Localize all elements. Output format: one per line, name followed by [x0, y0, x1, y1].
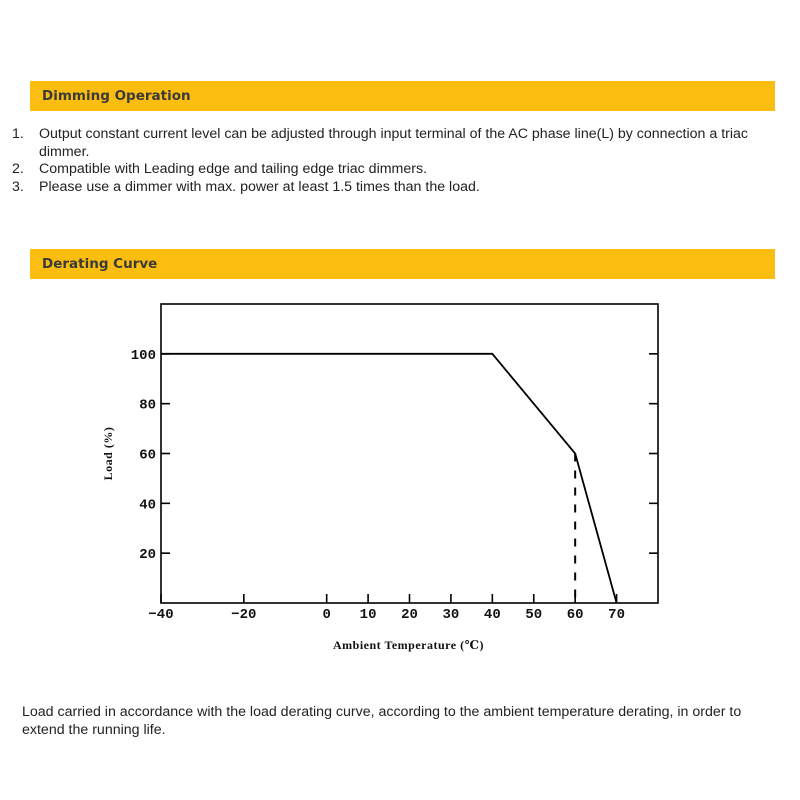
x-tick-label: −20: [231, 607, 257, 623]
dimming-operation-heading: [30, 81, 775, 111]
list-item-number: 2.: [12, 161, 24, 177]
x-tick-label: 10: [359, 607, 377, 623]
list-item: [12, 179, 787, 197]
x-tick-label: 40: [483, 607, 501, 623]
x-axis-label: Ambient Temperature (℃): [333, 638, 484, 652]
x-tick-label: 30: [442, 607, 460, 623]
dimming-list: [12, 126, 787, 196]
list-item-text: Compatible with Leading edge and tailing edge triac dimmers.: [39, 161, 428, 177]
x-tick-label: 0: [322, 607, 331, 623]
list-item-number: 3.: [12, 178, 24, 195]
list-item-text: Please use a dimmer with max. power at least 1.5 times than the load.: [39, 178, 480, 195]
x-tick-label: −40: [148, 607, 174, 623]
list-item-text: Output constant current level can be adjusted through input terminal of the AC phase line(L) by connection a triac dimmer.: [39, 126, 749, 160]
y-tick-label: 100: [130, 347, 156, 364]
dimming-heading-text: Dimming Operation: [42, 88, 191, 104]
derating-chart: [0, 290, 800, 680]
derating-curve-heading: [30, 249, 775, 279]
y-axis-label: Load (%): [101, 426, 115, 481]
list-item-number: 1.: [12, 126, 24, 142]
list-item: [12, 126, 787, 161]
x-tick-label: 20: [401, 607, 418, 623]
y-tick-label: 40: [139, 497, 156, 514]
derating-heading-text: Derating Curve: [42, 256, 158, 272]
list-item: [12, 161, 787, 179]
x-tick-label: 50: [525, 607, 543, 623]
derating-curve-line: [161, 354, 617, 603]
x-tick-label: 70: [608, 607, 625, 623]
x-tick-label: 60: [566, 607, 584, 623]
derating-note: Load carried in accordance with the load derating curve, according to the ambient temperature derating, in order to extend the running life.: [22, 704, 742, 738]
y-tick-label: 60: [139, 447, 156, 464]
plot-frame: [161, 304, 658, 603]
y-tick-label: 80: [139, 397, 156, 414]
y-tick-label: 20: [139, 547, 156, 564]
